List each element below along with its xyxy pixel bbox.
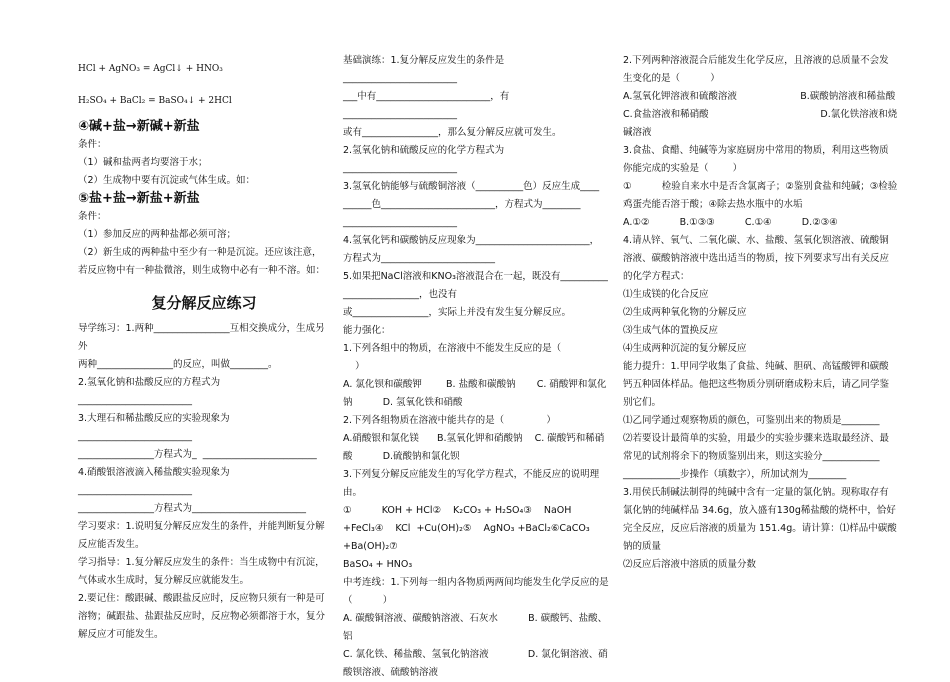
text-line: 中考连线：1.下列每一组内各物质两两间均能发生化学反应的是（ ） bbox=[343, 577, 609, 606]
text-line: ____________步操作（填数字），所加试剂为________ bbox=[623, 469, 847, 480]
text-line: 2.氢氧化钠和盐酸反应的方程式为________________________ bbox=[78, 377, 221, 406]
equation-h2so4-bacl2: H₂SO₄ + BaCl₂ = BaSO₄↓ + 2HCl bbox=[78, 96, 232, 106]
text-line: BaSO₄ + HNO₃ bbox=[343, 559, 413, 570]
text-line: 1.下列各组中的物质，在溶液中不能发生反应的是（ bbox=[343, 343, 562, 354]
text-line: 4.请从锌、氧气、二氧化碳、水、盐酸、氢氧化钡溶液、硫酸铜溶液、碳酸钠溶液中选出适当的物质，按下列要求写出有关反应的化学方程式： bbox=[623, 235, 890, 282]
text-line: ________________方程式为________________________ bbox=[78, 503, 307, 514]
right-lines bbox=[623, 52, 898, 574]
column-left bbox=[78, 0, 330, 644]
text-line: 基础演练：1.复分解反应发生的条件是________________________ bbox=[343, 55, 505, 84]
column-right bbox=[623, 0, 898, 574]
text-line: ___中有________________________，有________________________ bbox=[343, 91, 510, 120]
condition-item: （1）参加反应的两种盐都必须可溶； bbox=[78, 229, 237, 240]
text-line: ① 检验自来水中是否含氯离子；②鉴别食盐和纯碱；③检验鸡蛋壳能否溶于酸；④除去热水瓶中的水垢 bbox=[623, 181, 898, 210]
text-line: ⑵反应后溶液中溶质的质量分数 bbox=[623, 559, 757, 570]
text-line: 导学练习：1.两种________________互相交换成分，生成另外 bbox=[78, 323, 325, 352]
text-line: A. 碳酸铜溶液、碳酸钠溶液、石灰水 B. 碳酸钙、盐酸、铝 bbox=[343, 613, 608, 642]
text-line: 学习要求：1.说明复分解反应发生的条件，并能判断复分解反应能否发生。 bbox=[78, 521, 325, 550]
text-line: 3.食盐、食醋、纯碱等为家庭厨房中常用的物质，利用这些物质你能完成的实验是（ ） bbox=[623, 145, 889, 174]
text-line: 学习指导：1.复分解反应发生的条件：当生成物中有沉淀，气体或水生成时，复分解反应就能发生。 bbox=[78, 557, 325, 586]
text-line: 2.要记住：酸跟碱、酸跟盐反应时，反应物只须有一种是可溶物；碱跟盐、盐跟盐反应时，反应物必须都溶于水，复分解反应才可能发生。 bbox=[78, 593, 326, 640]
text-line: C. 氯化铁、稀盐酸、氢氧化钠溶液 D. 氯化铜溶液、硝酸钡溶液、硫酸钠溶液 bbox=[343, 649, 608, 678]
text-line: ⑵若要设计最简单的实验，用最少的实验步骤来选取最经济、最常见的试剂将余下的物质鉴别出来，则这实验分____________ bbox=[623, 433, 890, 462]
text-line: 能力提升：1.甲同学收集了食盐、纯碱、胆矾、高锰酸钾和碳酸钙五种固体样品。他把这些物质分别研磨成粉末后，请乙同学鉴别它们。 bbox=[623, 361, 890, 408]
condition-item: （2）新生成的两种盐中至少有一种是沉淀。还应该注意，若反应物中有一种盐微溶，则生成物中必有一种不溶。如： bbox=[78, 247, 326, 276]
condition-item: （2）生成物中要有沉淀或气体生成。如： bbox=[78, 175, 256, 186]
text-line: ________________，也没有 bbox=[343, 289, 458, 300]
text-line: 4.硝酸银溶液滴入稀盐酸实验现象为________________________ bbox=[78, 467, 230, 496]
text-line: ⑴乙同学通过观察物质的颜色，可鉴别出来的物质是________ bbox=[623, 415, 880, 426]
text-line: A. 氯化钡和碳酸钾 B. 盐酸和碳酸钠 C. 硝酸钾和氯化钠 D. 氢氧化铁和硝酸 bbox=[343, 379, 607, 408]
text-line: A.硝酸银和氯化镁 B.氢氧化钾和硝酸钠 C. 碳酸钙和稀硝酸 D.硫酸钠和氯化钡 bbox=[343, 433, 605, 462]
left-lines bbox=[78, 320, 330, 644]
text-line: 2.氢氧化钠和硫酸反应的化学方程式为________________________ bbox=[343, 145, 505, 174]
text-line: ） bbox=[343, 361, 365, 372]
condition-label: 条件： bbox=[78, 139, 107, 150]
text-line: 3.氢氧化钠能够与硫酸铜溶液（__________色）反应生成____ bbox=[343, 181, 600, 192]
condition-item: （1）碱和盐两者均要溶于水； bbox=[78, 157, 208, 168]
text-line: 或有________________，那么复分解反应就可发生。 bbox=[343, 127, 562, 138]
text-line: 3.大理石和稀盐酸反应的实验现象为________________________ bbox=[78, 413, 230, 442]
text-line: 2.下列各组物质在溶液中能共存的是（ ） bbox=[343, 415, 556, 426]
text-line: ________________________ bbox=[343, 217, 457, 228]
text-line: ⑷生成两种沉淀的复分解反应 bbox=[623, 343, 747, 354]
text-line: C.食盐溶液和稀硝酸 D.氯化铁溶液和烧碱溶液 bbox=[623, 109, 898, 138]
text-line: 2.下列两种溶液混合后能发生化学反应，且溶液的总质量不会发生变化的是（ ） bbox=[623, 55, 889, 84]
text-line: 或________________，实际上并没有发生复分解反应。 bbox=[343, 307, 572, 318]
text-line: A.①② B.①③③ C.①④ D.②③④ bbox=[623, 217, 838, 228]
text-line: 4.氢氧化钙和碳酸钠反应现象为________________________， bbox=[343, 235, 600, 246]
text-line: ① KOH + HCl② K₂CO₃ + H₂SO₄③ NaOH bbox=[343, 505, 572, 516]
heading-base-salt: ④碱+盐→新碱+新盐 bbox=[78, 119, 200, 134]
text-line: ______色________________________，方程式为________ bbox=[343, 199, 581, 210]
text-line: 5.如果把NaCl溶液和KNO₃溶液混合在一起，既没有__________ bbox=[343, 271, 608, 282]
page-title: 复分解反应练习 bbox=[151, 294, 257, 312]
text-line: 方程式为________________________ bbox=[343, 253, 496, 264]
condition-label: 条件： bbox=[78, 211, 107, 222]
equation-hcl-agno3: HCl + AgNO₃ = AgCl↓ + HNO₃ bbox=[78, 64, 223, 74]
text-line: 3.用侯氏制碱法制得的纯碱中含有一定量的氯化钠。现称取存有氯化钠的纯碱样品 34.6g，放入盛有130g稀盐酸的烧杯中，恰好完全反应，反应后溶液的质量为 151.4g。请计算：⑴样品中碳酸钠的质量 bbox=[623, 487, 897, 552]
heading-salt-salt: ⑤盐+盐→新盐+新盐 bbox=[78, 191, 200, 206]
text-line: ⑶生成气体的置换反应 bbox=[623, 325, 719, 336]
text-line: +FeCl₃④ KCl +Cu(OH)₂⑤ AgNO₃ +BaCl₂⑥CaCO₃ +Ba(OH)₂⑦ bbox=[343, 523, 593, 552]
text-line: ⑵生成两种氧化物的分解反应 bbox=[623, 307, 747, 318]
text-line: 两种________________的反应，叫做________。 bbox=[78, 359, 278, 370]
text-line: 能力强化： bbox=[343, 325, 391, 336]
text-line: 3.下列复分解反应能发生的写化学方程式，不能反应的说明理由。 bbox=[343, 469, 600, 498]
text-line: ________________方程式为_ ________________________ bbox=[78, 449, 317, 460]
text-line: ⑴生成镁的化合反应 bbox=[623, 289, 709, 300]
column-middle bbox=[343, 0, 613, 682]
middle-lines bbox=[343, 52, 613, 682]
text-line: A.氢氧化钾溶液和硫酸溶液 B.碳酸钠溶液和稀盐酸 bbox=[623, 91, 896, 102]
